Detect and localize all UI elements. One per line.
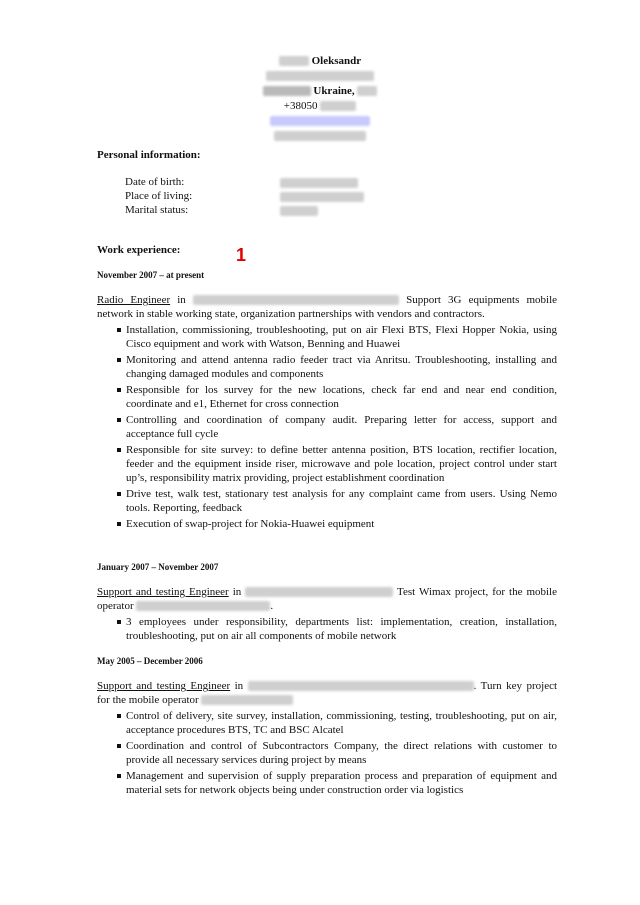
- redacted-operator: [136, 601, 270, 611]
- email-line[interactable]: [0, 114, 640, 129]
- redacted-postcode: [357, 86, 377, 96]
- redacted-email-link[interactable]: [270, 116, 370, 126]
- phone-line: [0, 99, 640, 114]
- personal-info-title: Personal information:: [97, 149, 201, 161]
- annotation-marker: 1: [236, 245, 247, 265]
- job2-in: in: [232, 586, 242, 598]
- address-line: [0, 69, 640, 84]
- country: Ukraine,: [313, 85, 355, 97]
- job1-bullets: [116, 323, 557, 533]
- job1-in: in: [177, 294, 186, 306]
- job3-date: May 2005 – December 2006: [97, 656, 203, 666]
- job3-description: [97, 679, 557, 707]
- list-item: Management and supervision of supply preparation process and preparation of equipment and material sets for network objects being under construction order via logistics: [116, 769, 557, 797]
- work-experience-title: Work experience:: [97, 244, 181, 256]
- job1-date: November 2007 – at present: [97, 270, 205, 280]
- redacted-phone: [320, 101, 356, 111]
- redacted-extra: [274, 131, 366, 141]
- redacted-operator: [201, 695, 293, 705]
- job1-desc: Support 3G equipments mobile network in stable working state, organization partnerships with vendors and contractors.: [97, 294, 558, 320]
- redacted-company: [248, 681, 474, 691]
- redacted-dob: [280, 178, 358, 188]
- list-item: Controlling and coordination of company audit. Preparing letter for access, support and acceptance full cycle: [116, 413, 557, 441]
- job1-description: [97, 293, 557, 321]
- marital-label: Marital status:: [125, 204, 189, 216]
- marital-row: [125, 204, 188, 216]
- place-label: Place of living:: [125, 190, 193, 202]
- job2-bullets: [116, 615, 557, 645]
- phone-prefix: +38050: [283, 100, 318, 112]
- list-item: Responsible for los survey for the new locations, check far end and near end condition, coordinate and e1, Ethernet for cross connection: [116, 383, 557, 411]
- job2-description: Support and testing Engineer in Test Wimax project, for the mobile operator .: [97, 586, 557, 612]
- job3-in: in: [234, 680, 244, 692]
- extra-line: [0, 129, 640, 144]
- redacted-address: [266, 71, 374, 81]
- redacted-company: [245, 587, 393, 597]
- redacted-company: [193, 295, 399, 305]
- contact-header: [0, 54, 640, 144]
- redacted-surname: [279, 56, 309, 66]
- list-item: Coordination and control of Subcontractors Company, the direct relations with customer to provide all necessary services during project by means: [116, 739, 557, 767]
- list-item: Monitoring and attend antenna radio feeder tract via Anritsu. Troubleshooting, installing and changing damaged modules and components: [116, 353, 557, 381]
- list-item: Drive test, walk test, stationary test analysis for any complaint came from users. Using Nemo tools. Reporting, feedback: [116, 487, 557, 515]
- list-item: Execution of swap-project for Nokia-Huawei equipment: [116, 517, 557, 531]
- list-item: Control of delivery, site survey, installation, commissioning, testing, troubleshooting, put on air, acceptance procedures BTS, TC and BSC Alcatel: [116, 709, 557, 737]
- name-line: [0, 54, 640, 69]
- job2-role: Support and testing Engineer: [97, 586, 229, 598]
- job2-desc-b: mobile operator: [97, 586, 557, 612]
- job1-role: Radio Engineer: [97, 294, 171, 306]
- job2-date: January 2007 – November 2007: [97, 562, 219, 572]
- list-item: Responsible for site survey: to define better antenna position, BTS location, rectifier location, feeder and the equipment inside riser, microwave and pole location, project control under start up’s, responsibility matrix providing, project establishment coordination: [116, 443, 557, 485]
- first-name: Oleksandr: [311, 55, 362, 67]
- place-row: [125, 190, 192, 202]
- country-line: [0, 84, 640, 99]
- list-item: Installation, commissioning, troubleshooting, put on air Flexi BTS, Flexi Hopper Nokia, using Cisco equipment and work with Watson, Benning and Huawei: [116, 323, 557, 351]
- job3-desc-b: project for the mobile operator: [97, 680, 558, 706]
- dob-row: [125, 176, 184, 188]
- redacted-city: [263, 86, 311, 96]
- job3-role: Support and testing Engineer: [97, 680, 231, 692]
- list-item: 3 employees under responsibility, departments list: implementation, creation, installation, troubleshooting, put on air all components of mobile network: [116, 615, 557, 643]
- dob-label: Date of birth:: [125, 176, 185, 188]
- job2-desc-a: Test Wimax project, for the: [397, 586, 523, 598]
- redacted-marital: [280, 206, 318, 216]
- job3-desc-a: . Turn key: [473, 680, 522, 692]
- job3-bullets: [116, 709, 557, 799]
- redacted-place: [280, 192, 364, 202]
